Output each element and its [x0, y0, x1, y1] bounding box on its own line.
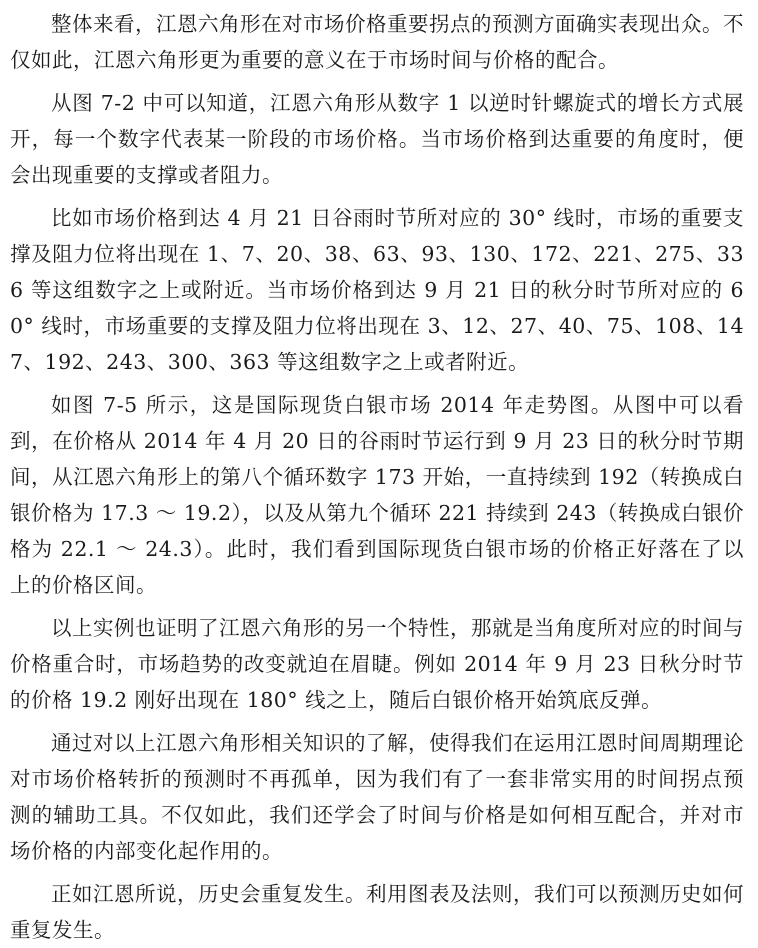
- paragraph-1: 整体来看，江恩六角形在对市场价格重要拐点的预测方面确实表现出众。不仅如此，江恩六角形更为重要的意义在于市场时间与价格的配合。: [10, 12, 744, 72]
- paragraph-2: 从图 7-2 中可以知道，江恩六角形从数字 1 以逆时针螺旋式的增长方式展开，每一个数字代表某一阶段的市场价格。当市场价格到达重要的角度时，便会出现重要的支撑或者阻力。: [10, 91, 744, 187]
- paragraph-6: 通过对以上江恩六角形相关知识的了解，使得我们在运用江恩时间周期理论对市场价格转折的预测时不再孤单，因为我们有了一套非常实用的时间拐点预测的辅助工具。不仅如此，我们还学会了时间与价格是如何相互配合，并对市场价格的内部变化起作用的。: [10, 731, 744, 863]
- paragraph-4: 如图 7-5 所示，这是国际现货白银市场 2014 年走势图。从图中可以看到，在价格从 2014 年 4 月 20 日的谷雨时节运行到 9 月 23 日的秋分时节期间，从江恩六角形上的第八个循环数字 173 开始，一直持续到 192（转换成白银价格为 17.3 ～ 19.2），以及从第九个循环 221 持续到 243（转换成白银价格为 22.1 ～ 24.3）。此时，我们看到国际现货白银市场的价格正好落在了以上的价格区间。: [10, 393, 744, 597]
- paragraph-3: 比如市场价格到达 4 月 21 日谷雨时节所对应的 30° 线时，市场的重要支撑及阻力位将出现在 1、7、20、38、63、93、130、172、221、275、336 等这组数字之上或附近。当市场价格到达 9 月 21 日的秋分时节所对应的 60° 线时，市场重要的支撑及阻力位将出现在 3、12、27、40、75、108、147、192、243、300、363 等这组数字之上或者附近。: [10, 206, 744, 374]
- paragraph-5: 以上实例也证明了江恩六角形的另一个特性，那就是当角度所对应的时间与价格重合时，市场趋势的改变就迫在眉睫。例如 2014 年 9 月 23 日秋分时节的价格 19.2 刚好出现在 180° 线之上，随后白银价格开始筑底反弹。: [10, 616, 744, 712]
- paragraph-7: 正如江恩所说，历史会重复发生。利用图表及法则，我们可以预测历史如何重复发生。: [10, 882, 744, 942]
